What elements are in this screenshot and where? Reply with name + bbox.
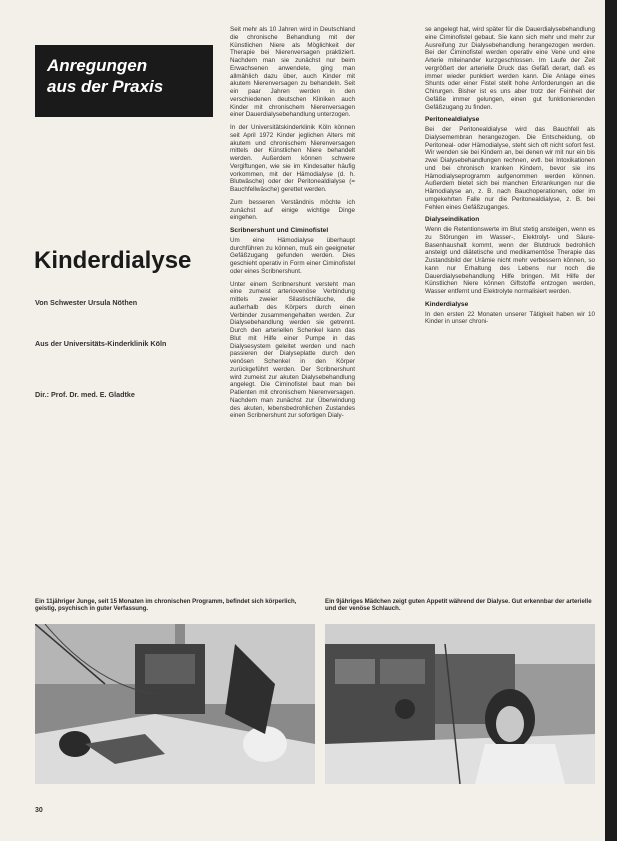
paragraph: Zum besseren Verständnis möchte ich zunächst auf einige wichtige Dinge eingehen.	[230, 198, 355, 222]
text-column-2	[425, 26, 595, 331]
text-column-1	[230, 26, 355, 425]
director-line: Dir.: Prof. Dr. med. E. Gladtke	[35, 390, 135, 399]
paragraph: Unter einem Scribnershunt versteht man eine zumeist arteriovenöse Verbindung mittels zweier Silastischläuche, die außerhalb des Körpers durch einen Verbinder zusammengehalten werden. Zur Dialysebehandlung werden sie getrennt. Durch den arteriellen Schenkel kann das Blut mit Hilfe einer Pumpe in das Dialysesystem geleitet werden und nach passieren der Dialyseplatte durch den venösen Schenkel in den Körper zurückgeführt werden. Der Scribnershunt wird zumeist zur akuten Dialysebehandlung angelegt. Die Ciminofistel baut man bei Patienten mit chronischem Nierenversagen. Nachdem man zunächst zur Überwindung des akuten, lebensbedrohlichen Zustandes einen Scribnershunt zur sofortigen Dialy-	[230, 280, 355, 420]
section-banner	[35, 45, 213, 117]
author-line: Von Schwester Ursula Nöthen	[35, 298, 138, 307]
paragraph: In der Universitätskinderklinik Köln können seit April 1972 Kinder jeglichen Alters mit akutem und chronischem Nierenversagen mittels der Künstlichen Niere behandelt werden. Außerdem können schwere Vergiftungen, wie sie im Kindesalter häufig vorkommen, mit der Hämodialyse (d. h. Blutwäsche) oder der Peritonealdialyse (= Bauchfellwäsche) gerettet werden.	[230, 124, 355, 193]
photo-caption-right: Ein 9jähriges Mädchen zeigt guten Appetit während der Dialyse. Gut erkennbar der arterielle und der venöse Schlauch.	[325, 598, 592, 612]
photo-girl-dialysis	[325, 624, 595, 784]
paragraph: Um eine Hämodialyse überhaupt durchführen zu können, muß ein geeigneter Gefäßzugang gefunden werden. Dies geschieht operativ in Form einer Ciminofistel oder eines Scribnershunt.	[230, 236, 355, 275]
banner-line-2: aus der Praxis	[47, 77, 164, 96]
page-number: 30	[35, 807, 43, 814]
affiliation-line: Aus der Universitäts-Kinderklinik Köln	[35, 339, 167, 348]
scan-edge	[605, 0, 617, 841]
paragraph: se angelegt hat, wird später für die Dauerdialysebehandlung eine Ciminofistel gebaut. Sie kann sich mehr und mehr zur Ausreifung zur Dialysebehandlung herangezogen werden. Bei der Ciminofistel werden operativ eine Vene und eine Arterie miteinander kurzgeschlossen. Im Laufe der Zeit vergrößert der arterielle Druck das Gefäß derart, daß es immer wieder punktiert werden kann. Die Anlage eines Shunts oder einer Fistel stellt hohe Anforderungen an die Chirurgen. Bisher ist es uns aber trotz der Feinheit der Gefäße immer gelungen, einen gut funktionierenden Gefäßzugang zu finden.	[425, 26, 595, 111]
section-heading: Dialyseindikation	[425, 216, 480, 224]
paragraph: Bei der Peritonealdialyse wird das Bauchfell als Dialysemembran herangezogen. Die Entscheidung, ob Peritoneal- oder Hämodialyse, steht sich oft nicht sofort fest. Wir wenden sie bei Kindern an, bei denen wir mit nur ein bis zwei Dialysebehandlungen rechnen, evtl. bei Intoxikationen und bei chronisch kranken Kindern, bevor sie ins Hämodialyseprogramm aufgenommen werden können. Außerdem bietet sich bei manchen Erkrankungen nur die Hämodialyse an, z. B. nach Bauchoperationen, oder im umgekehrten Falle nur die Peritonealdialyse, z. B. bei Fehlen eines Gefäßzuganges.	[425, 126, 595, 211]
paragraph: In den ersten 22 Monaten unserer Tätigkeit haben wir 10 Kinder in unser chroni-	[425, 310, 595, 326]
photo-boy-dialysis	[35, 624, 315, 784]
paragraph: Wenn die Retentionswerte im Blut stetig ansteigen, wenn es zu Störungen im Wasser-, Elektrolyt- und Säure-Basenhaushalt kommt, wenn der Blutdruck bedrohlich ansteigt und diätetische und medikamentöse Therapie das Zustandsbild der Urämie nicht mehr verbessern können, so kann nur Erhaltung des Lebens nur noch die Dauerdialysebehandlung Hilfe bringen. Mit Hilfe der Künstlichen Niere können Giftstoffe entzogen werden, Wasser entfernt und Elektrolyte normalisiert werden.	[425, 226, 595, 295]
article-title: Kinderdialyse	[34, 247, 192, 274]
section-heading: Peritonealdialyse	[425, 116, 480, 124]
banner-line-1: Anregungen	[47, 56, 148, 75]
photo-caption-left: Ein 11jähriger Junge, seit 15 Monaten im chronischen Programm, befindet sich körperlich, geistig, psychisch in guter Verfassung.	[35, 598, 297, 612]
paragraph: Seit mehr als 10 Jahren wird in Deutschland die chronische Behandlung mit der Künstlichen Niere als Möglichkeit der Therapie bei Nierenversagen praktiziert. Nachdem man sie zunächst nur beim Erwachsenen anwendete, ging man allmählich dazu über, auch Kinder mit akutem Nierenversagen zu behandeln. Seit ein paar Jahren werden in den verschiedenen deutschen Kliniken auch Kinder mit chronischem Nierenversagen einer Dauerdialysebehandlung unterzogen.	[230, 26, 355, 119]
section-heading: Scribnershunt und Ciminofistel	[230, 227, 329, 234]
section-heading: Kinderdialyse	[425, 300, 469, 308]
